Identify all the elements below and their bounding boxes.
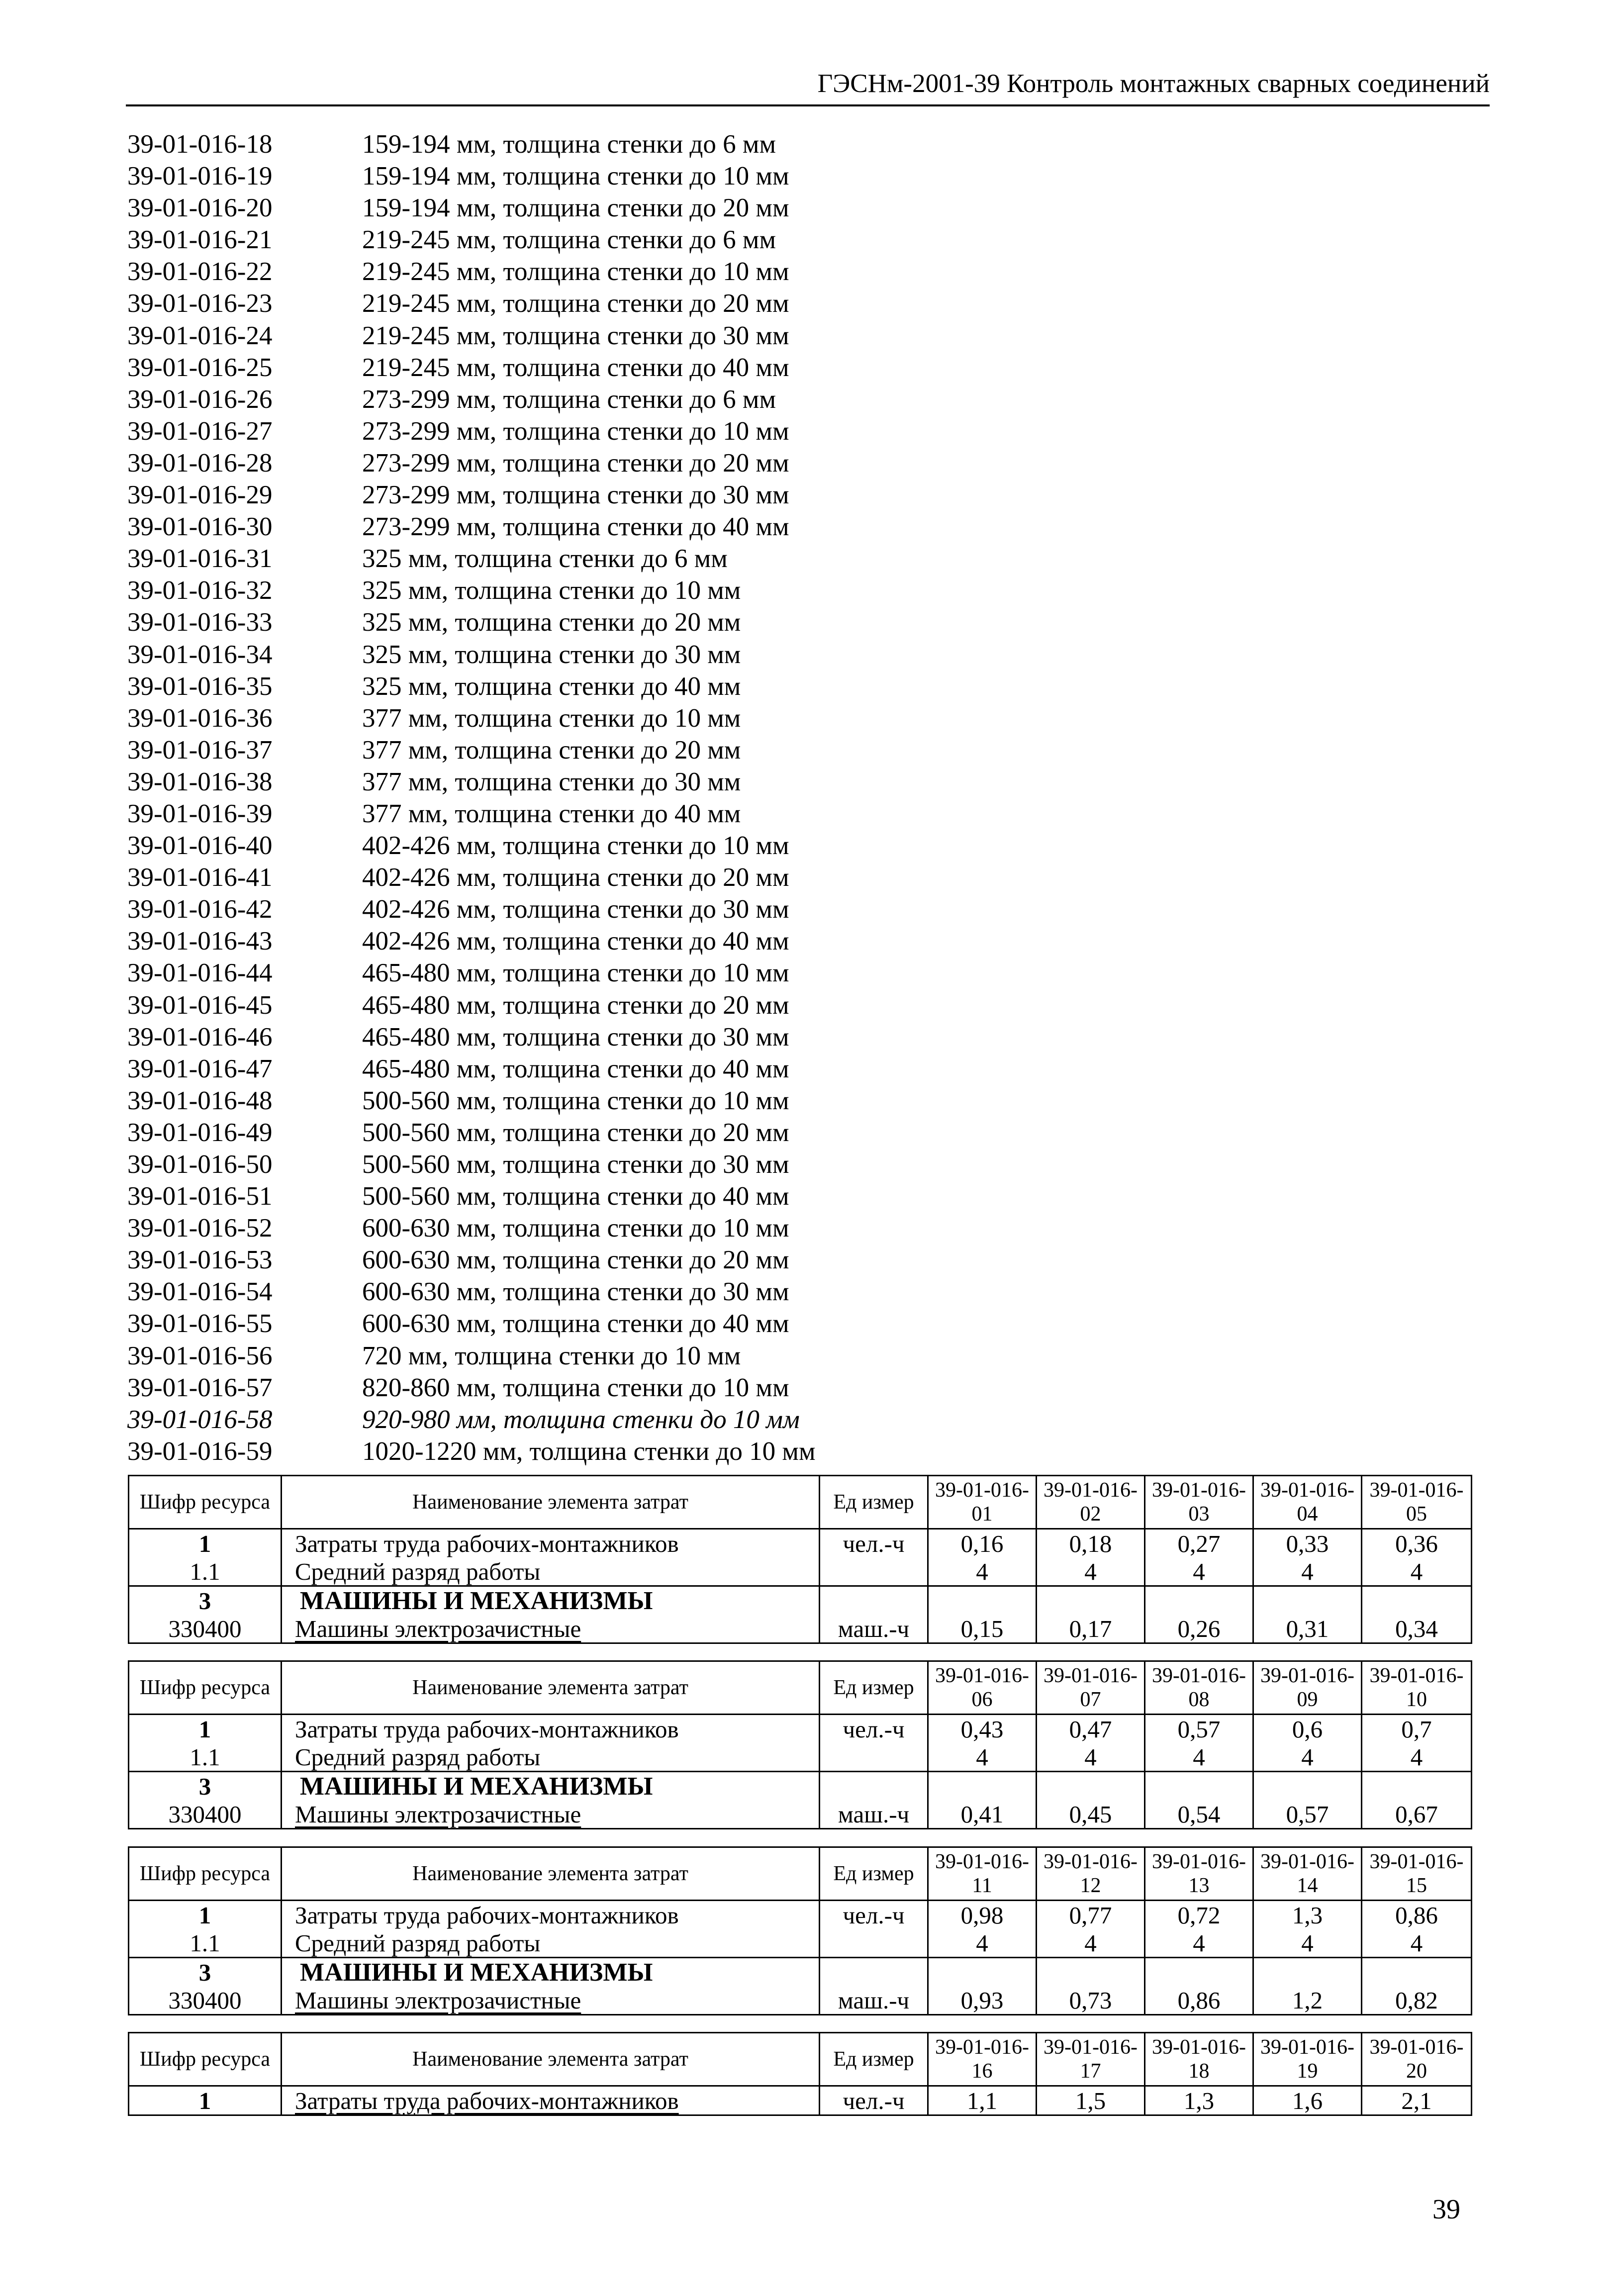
value-cell: 1,6	[1253, 2086, 1362, 2115]
value-cell: 0,67	[1362, 1800, 1472, 1829]
header-unit: Ед измер	[820, 1847, 928, 1901]
item-row	[127, 1053, 1271, 1085]
unit-cell	[820, 1557, 928, 1586]
value-cell: 4	[1037, 1743, 1145, 1772]
value-cell: 4	[1362, 1743, 1472, 1772]
item-code: 39-01-016-50	[127, 1150, 273, 1179]
resource-code: 330400	[129, 1800, 282, 1829]
item-row	[127, 639, 1271, 670]
element-name: Затраты труда рабочих-монтажников	[282, 1529, 820, 1558]
item-code: 39-01-016-44	[127, 958, 273, 988]
value-cell: 0,17	[1037, 1615, 1145, 1643]
resource-table	[128, 2032, 1472, 2116]
value-cell: 0,31	[1253, 1615, 1362, 1643]
item-code: 39-01-016-46	[127, 1022, 273, 1052]
value-cell	[928, 1586, 1037, 1615]
value-cell: 0,16	[928, 1529, 1037, 1558]
value-cell: 4	[928, 1557, 1037, 1586]
value-cell: 0,47	[1037, 1715, 1145, 1743]
header-rule	[126, 104, 1490, 106]
item-row	[127, 256, 1271, 287]
value-cell	[928, 1958, 1037, 1987]
table-header-row	[129, 1476, 1472, 1529]
item-description: 600-630 мм, толщина стенки до 40 мм	[362, 1309, 789, 1339]
unit-cell: чел.-ч	[820, 1529, 928, 1558]
item-row	[127, 574, 1271, 606]
item-code: 39-01-016-57	[127, 1373, 273, 1402]
table-row	[129, 1529, 1472, 1558]
value-cell: 0,72	[1145, 1901, 1253, 1929]
value-cell: 0,15	[928, 1615, 1037, 1643]
item-description: 325 мм, толщина стенки до 10 мм	[362, 576, 741, 605]
item-row	[127, 1435, 1271, 1467]
value-cell: 0,93	[928, 1986, 1037, 2015]
item-description: 600-630 мм, толщина стенки до 10 мм	[362, 1214, 789, 1243]
item-description: 273-299 мм, толщина стенки до 6 мм	[362, 384, 776, 414]
resource-code: 1	[129, 2086, 282, 2115]
item-description: 159-194 мм, толщина стенки до 10 мм	[362, 162, 789, 191]
table-section-row	[129, 1958, 1472, 1987]
table-row	[129, 1986, 1472, 2015]
table-row	[129, 1929, 1472, 1958]
value-cell: 0,43	[928, 1715, 1037, 1743]
value-cell: 0,86	[1362, 1901, 1472, 1929]
table-row	[129, 1743, 1472, 1772]
item-code: 39-01-016-24	[127, 321, 273, 350]
value-cell: 1,3	[1145, 2086, 1253, 2115]
item-code: 39-01-016-36	[127, 703, 273, 733]
value-cell: 4	[1037, 1929, 1145, 1958]
running-header: ГЭСНм-2001-39 Контроль монтажных сварных соединений	[817, 69, 1490, 98]
header-column-code: 39-01-016-01	[928, 1476, 1037, 1529]
section-title: МАШИНЫ И МЕХАНИЗМЫ	[282, 1958, 820, 1987]
header-column-code: 39-01-016-04	[1253, 1476, 1362, 1529]
item-code: 39-01-016-23	[127, 289, 273, 318]
value-cell: 4	[1145, 1557, 1253, 1586]
item-code: 39-01-016-48	[127, 1086, 273, 1115]
value-cell: 1,3	[1253, 1901, 1362, 1929]
item-row	[127, 543, 1271, 574]
value-cell: 0,36	[1362, 1529, 1472, 1558]
item-description: 402-426 мм, толщина стенки до 30 мм	[362, 895, 789, 924]
item-row	[127, 734, 1271, 766]
header-column-code: 39-01-016-13	[1145, 1847, 1253, 1901]
value-cell: 0,73	[1037, 1986, 1145, 2015]
resource-code: 1.1	[129, 1929, 282, 1958]
section-title: МАШИНЫ И МЕХАНИЗМЫ	[282, 1586, 820, 1615]
table-row	[129, 1901, 1472, 1929]
item-code: 39-01-016-30	[127, 512, 273, 542]
item-description: 159-194 мм, толщина стенки до 6 мм	[362, 130, 776, 159]
item-code: 39-01-016-28	[127, 448, 273, 478]
value-cell: 0,57	[1145, 1715, 1253, 1743]
resource-code: 1.1	[129, 1557, 282, 1586]
header-resource-code: Шифр ресурса	[129, 2033, 282, 2086]
item-row	[127, 1244, 1271, 1276]
unit-cell	[820, 1929, 928, 1958]
item-description: 465-480 мм, толщина стенки до 10 мм	[362, 958, 789, 988]
item-row	[127, 1021, 1271, 1053]
item-row	[127, 479, 1271, 511]
header-resource-code: Шифр ресурса	[129, 1476, 282, 1529]
header-column-code: 39-01-016-10	[1362, 1661, 1472, 1715]
value-cell: 0,57	[1253, 1800, 1362, 1829]
value-cell	[1362, 1586, 1472, 1615]
resource-table	[128, 1660, 1472, 1829]
resource-code: 3	[129, 1772, 282, 1801]
item-row	[127, 702, 1271, 734]
table-row	[129, 1557, 1472, 1586]
item-description: 219-245 мм, толщина стенки до 20 мм	[362, 289, 789, 318]
value-cell	[1253, 1958, 1362, 1987]
table-section-row	[129, 1586, 1472, 1615]
item-code: 39-01-016-31	[127, 544, 273, 574]
value-cell	[1253, 1586, 1362, 1615]
item-code: 39-01-016-43	[127, 927, 273, 956]
value-cell: 0,86	[1145, 1986, 1253, 2015]
resource-code: 3	[129, 1958, 282, 1987]
value-cell	[928, 1772, 1037, 1801]
item-description: 465-480 мм, толщина стенки до 20 мм	[362, 990, 789, 1020]
value-cell: 0,33	[1253, 1529, 1362, 1558]
unit-cell: чел.-ч	[820, 2086, 928, 2115]
value-cell: 0,34	[1362, 1615, 1472, 1643]
item-row	[127, 192, 1271, 224]
unit-cell: чел.-ч	[820, 1901, 928, 1929]
page-number: 39	[1432, 2194, 1460, 2225]
item-code: 39-01-016-29	[127, 480, 273, 510]
item-row	[127, 1372, 1271, 1404]
item-description: 920-980 мм, толщина стенки до 10 мм	[362, 1405, 800, 1434]
header-column-code: 39-01-016-17	[1037, 2033, 1145, 2086]
value-cell: 4	[928, 1929, 1037, 1958]
resource-code: 1.1	[129, 1743, 282, 1772]
value-cell	[1362, 1772, 1472, 1801]
item-code: 39-01-016-47	[127, 1054, 273, 1083]
item-description: 600-630 мм, толщина стенки до 30 мм	[362, 1277, 789, 1307]
item-description: 325 мм, толщина стенки до 30 мм	[362, 640, 741, 669]
value-cell	[1253, 1772, 1362, 1801]
item-description: 402-426 мм, толщина стенки до 40 мм	[362, 927, 789, 956]
item-description: 377 мм, толщина стенки до 40 мм	[362, 799, 741, 828]
item-description: 219-245 мм, толщина стенки до 10 мм	[362, 257, 789, 287]
header-column-code: 39-01-016-07	[1037, 1661, 1145, 1715]
item-row	[127, 1308, 1271, 1339]
value-cell: 0,7	[1362, 1715, 1472, 1743]
header-resource-code: Шифр ресурса	[129, 1847, 282, 1901]
element-name: Средний разряд работы	[282, 1557, 820, 1586]
item-row	[127, 383, 1271, 415]
item-code: 39-01-016-20	[127, 193, 273, 223]
value-cell	[1037, 1586, 1145, 1615]
element-name: Затраты труда рабочих-монтажников	[282, 1715, 820, 1743]
item-row	[127, 320, 1271, 352]
item-description: 500-560 мм, толщина стенки до 10 мм	[362, 1086, 789, 1115]
value-cell: 0,41	[928, 1800, 1037, 1829]
value-cell: 4	[1253, 1743, 1362, 1772]
item-description: 377 мм, толщина стенки до 10 мм	[362, 703, 741, 733]
item-description: 219-245 мм, толщина стенки до 40 мм	[362, 353, 789, 382]
value-cell: 4	[1253, 1929, 1362, 1958]
item-row	[127, 160, 1271, 192]
resource-code: 1	[129, 1529, 282, 1558]
unit-cell	[820, 1772, 928, 1801]
item-code: 39-01-016-55	[127, 1309, 273, 1339]
table-row	[129, 1800, 1472, 1829]
unit-cell: маш.-ч	[820, 1615, 928, 1643]
table-section-row	[129, 1772, 1472, 1801]
item-row	[127, 287, 1271, 319]
item-row	[127, 128, 1271, 160]
value-cell: 0,6	[1253, 1715, 1362, 1743]
table-header-row	[129, 1847, 1472, 1901]
item-row	[127, 415, 1271, 447]
item-code: 39-01-016-32	[127, 576, 273, 605]
unit-cell	[820, 1958, 928, 1987]
item-code: 39-01-016-49	[127, 1118, 273, 1147]
item-description: 500-560 мм, толщина стенки до 40 мм	[362, 1182, 789, 1211]
value-cell: 4	[1362, 1929, 1472, 1958]
table-row	[129, 1715, 1472, 1743]
item-code: 39-01-016-45	[127, 990, 273, 1020]
resource-code: 3	[129, 1586, 282, 1615]
header-column-code: 39-01-016-19	[1253, 2033, 1362, 2086]
value-cell	[1145, 1772, 1253, 1801]
header-element-name: Наименование элемента затрат	[282, 1661, 820, 1715]
item-row	[127, 1148, 1271, 1180]
item-code: 39-01-016-19	[127, 162, 273, 191]
item-row	[127, 989, 1271, 1021]
item-code: 39-01-016-25	[127, 353, 273, 382]
value-cell: 0,18	[1037, 1529, 1145, 1558]
header-column-code: 39-01-016-12	[1037, 1847, 1145, 1901]
item-description: 377 мм, толщина стенки до 30 мм	[362, 767, 741, 796]
item-row	[127, 1276, 1271, 1308]
value-cell: 4	[1253, 1557, 1362, 1586]
value-cell: 0,26	[1145, 1615, 1253, 1643]
item-code: 39-01-016-21	[127, 225, 273, 255]
value-cell	[1145, 1586, 1253, 1615]
item-row	[127, 957, 1271, 989]
value-cell: 0,54	[1145, 1800, 1253, 1829]
value-cell: 0,98	[928, 1901, 1037, 1929]
item-description: 325 мм, толщина стенки до 40 мм	[362, 671, 741, 701]
header-element-name: Наименование элемента затрат	[282, 1847, 820, 1901]
item-description: 820-860 мм, толщина стенки до 10 мм	[362, 1373, 789, 1402]
resource-table	[128, 1846, 1472, 2015]
unit-cell	[820, 1743, 928, 1772]
value-cell: 0,82	[1362, 1986, 1472, 2015]
item-code: 39-01-016-33	[127, 608, 273, 637]
value-cell: 4	[1145, 1929, 1253, 1958]
table-header-row	[129, 1661, 1472, 1715]
item-row	[127, 1085, 1271, 1117]
value-cell	[1145, 1958, 1253, 1987]
item-row	[127, 1117, 1271, 1148]
item-code: 39-01-016-34	[127, 640, 273, 669]
item-description: 600-630 мм, толщина стенки до 20 мм	[362, 1245, 789, 1275]
element-name: Затраты труда рабочих-монтажников	[282, 1901, 820, 1929]
header-column-code: 39-01-016-11	[928, 1847, 1037, 1901]
item-row	[127, 606, 1271, 638]
element-name: Машины электрозачистные	[282, 1800, 820, 1829]
element-name: Затраты труда рабочих-монтажников	[282, 2086, 820, 2115]
item-code: 39-01-016-38	[127, 767, 273, 796]
item-description: 402-426 мм, толщина стенки до 20 мм	[362, 863, 789, 892]
header-column-code: 39-01-016-14	[1253, 1847, 1362, 1901]
item-description: 273-299 мм, толщина стенки до 30 мм	[362, 480, 789, 510]
header-column-code: 39-01-016-08	[1145, 1661, 1253, 1715]
header-unit: Ед измер	[820, 1661, 928, 1715]
item-code: 39-01-016-39	[127, 799, 273, 828]
item-row	[127, 830, 1271, 861]
resource-code: 330400	[129, 1615, 282, 1643]
table-row	[129, 1615, 1472, 1643]
value-cell	[1037, 1772, 1145, 1801]
header-column-code: 39-01-016-16	[928, 2033, 1037, 2086]
header-element-name: Наименование элемента затрат	[282, 1476, 820, 1529]
item-row	[127, 798, 1271, 830]
value-cell: 0,77	[1037, 1901, 1145, 1929]
item-row	[127, 861, 1271, 893]
item-description: 273-299 мм, толщина стенки до 10 мм	[362, 416, 789, 446]
item-code: 39-01-016-37	[127, 735, 273, 765]
value-cell: 0,45	[1037, 1800, 1145, 1829]
header-column-code: 39-01-016-06	[928, 1661, 1037, 1715]
item-description: 1020-1220 мм, толщина стенки до 10 мм	[362, 1436, 816, 1466]
item-row	[127, 766, 1271, 798]
item-row	[127, 670, 1271, 702]
item-description: 159-194 мм, толщина стенки до 20 мм	[362, 193, 789, 223]
value-cell: 0,27	[1145, 1529, 1253, 1558]
element-name: Средний разряд работы	[282, 1743, 820, 1772]
item-code: 39-01-016-51	[127, 1182, 273, 1211]
table-header-row	[129, 2033, 1472, 2086]
item-description: 325 мм, толщина стенки до 6 мм	[362, 544, 728, 574]
header-unit: Ед измер	[820, 2033, 928, 2086]
item-row	[127, 511, 1271, 543]
value-cell: 4	[1362, 1557, 1472, 1586]
item-row	[127, 1212, 1271, 1244]
header-column-code: 39-01-016-15	[1362, 1847, 1472, 1901]
value-cell: 4	[1037, 1557, 1145, 1586]
value-cell: 4	[1145, 1743, 1253, 1772]
item-description: 465-480 мм, толщина стенки до 30 мм	[362, 1022, 789, 1052]
item-row	[127, 352, 1271, 383]
item-code: 39-01-016-27	[127, 416, 273, 446]
value-cell	[1362, 1958, 1472, 1987]
unit-cell: чел.-ч	[820, 1715, 928, 1743]
item-description: 273-299 мм, толщина стенки до 40 мм	[362, 512, 789, 542]
header-column-code: 39-01-016-18	[1145, 2033, 1253, 2086]
header-unit: Ед измер	[820, 1476, 928, 1529]
item-description: 325 мм, толщина стенки до 20 мм	[362, 608, 741, 637]
item-description: 273-299 мм, толщина стенки до 20 мм	[362, 448, 789, 478]
resource-code: 330400	[129, 1986, 282, 2015]
value-cell: 4	[928, 1743, 1037, 1772]
header-column-code: 39-01-016-20	[1362, 2033, 1472, 2086]
item-code: 39-01-016-59	[127, 1436, 273, 1466]
unit-cell: маш.-ч	[820, 1986, 928, 2015]
item-code: 39-01-016-18	[127, 130, 273, 159]
value-cell: 1,5	[1037, 2086, 1145, 2115]
element-name: Машины электрозачистные	[282, 1986, 820, 2015]
item-row	[127, 1340, 1271, 1372]
item-description: 219-245 мм, толщина стенки до 6 мм	[362, 225, 776, 255]
element-name: Машины электрозачистные	[282, 1615, 820, 1643]
item-row	[127, 925, 1271, 957]
item-code: 39-01-016-41	[127, 863, 273, 892]
item-row	[127, 1180, 1271, 1212]
item-code: 39-01-016-54	[127, 1277, 273, 1307]
header-column-code: 39-01-016-03	[1145, 1476, 1253, 1529]
value-cell: 1,2	[1253, 1986, 1362, 2015]
table-row	[129, 2086, 1472, 2115]
item-code: 39-01-016-35	[127, 671, 273, 701]
item-code: 39-01-016-52	[127, 1214, 273, 1243]
unit-cell	[820, 1586, 928, 1615]
element-name: Средний разряд работы	[282, 1929, 820, 1958]
item-code: 39-01-016-58	[127, 1405, 273, 1434]
header-column-code: 39-01-016-02	[1037, 1476, 1145, 1529]
header-column-code: 39-01-016-09	[1253, 1661, 1362, 1715]
value-cell: 1,1	[928, 2086, 1037, 2115]
resource-code: 1	[129, 1715, 282, 1743]
item-description: 402-426 мм, толщина стенки до 10 мм	[362, 831, 789, 861]
resource-code: 1	[129, 1901, 282, 1929]
header-element-name: Наименование элемента затрат	[282, 2033, 820, 2086]
item-row	[127, 224, 1271, 256]
header-resource-code: Шифр ресурса	[129, 1661, 282, 1715]
item-code: 39-01-016-40	[127, 831, 273, 861]
section-title: МАШИНЫ И МЕХАНИЗМЫ	[282, 1772, 820, 1801]
item-row	[127, 893, 1271, 925]
item-row	[127, 1404, 1271, 1435]
resource-table	[128, 1475, 1472, 1644]
value-cell	[1037, 1958, 1145, 1987]
item-description: 465-480 мм, толщина стенки до 40 мм	[362, 1054, 789, 1083]
item-code-list	[127, 128, 1271, 1467]
header-column-code: 39-01-016-05	[1362, 1476, 1472, 1529]
value-cell: 2,1	[1362, 2086, 1472, 2115]
unit-cell: маш.-ч	[820, 1800, 928, 1829]
item-code: 39-01-016-26	[127, 384, 273, 414]
item-description: 720 мм, толщина стенки до 10 мм	[362, 1341, 741, 1370]
item-code: 39-01-016-42	[127, 895, 273, 924]
item-description: 500-560 мм, толщина стенки до 20 мм	[362, 1118, 789, 1147]
item-code: 39-01-016-53	[127, 1245, 273, 1275]
item-description: 500-560 мм, толщина стенки до 30 мм	[362, 1150, 789, 1179]
item-code: 39-01-016-22	[127, 257, 273, 287]
item-description: 377 мм, толщина стенки до 20 мм	[362, 735, 741, 765]
item-row	[127, 447, 1271, 479]
item-description: 219-245 мм, толщина стенки до 30 мм	[362, 321, 789, 350]
item-code: 39-01-016-56	[127, 1341, 273, 1370]
